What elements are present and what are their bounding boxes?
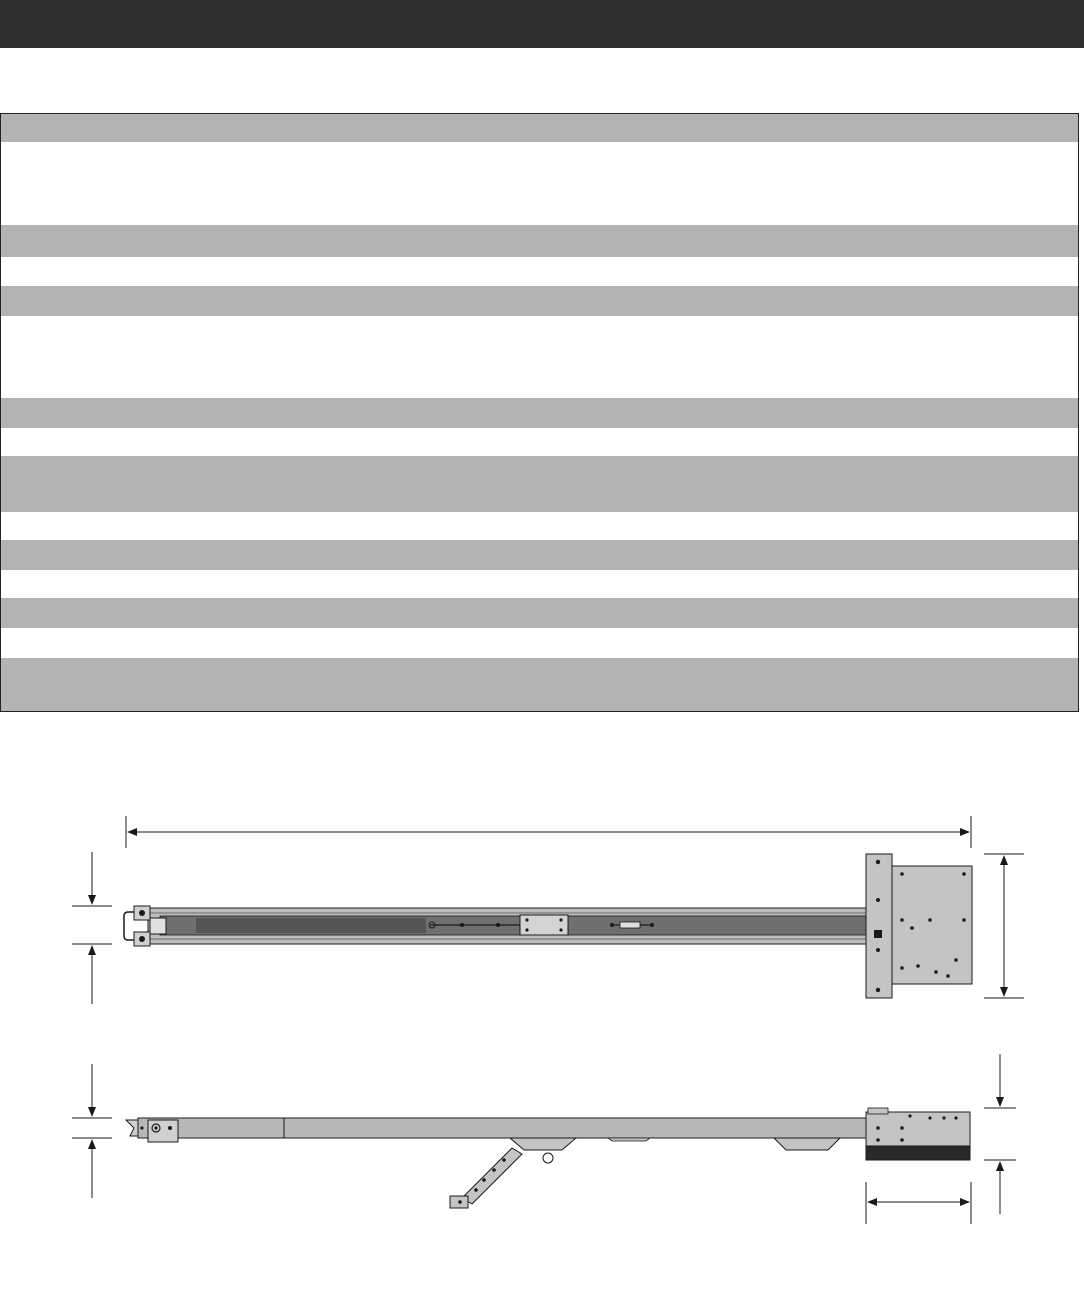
side-view [72, 1054, 1016, 1224]
motor-head-cover [866, 1146, 970, 1160]
spec-row-band [1, 456, 1078, 512]
spec-table [0, 113, 1079, 712]
top-view [72, 816, 1024, 1004]
door-arm [462, 1148, 522, 1204]
spec-row-band [1, 225, 1078, 257]
motor-head-side [866, 1112, 970, 1146]
spec-row-band [1, 114, 1078, 142]
spec-row-band [1, 658, 1078, 711]
trolley [520, 915, 568, 935]
spec-row-band [1, 398, 1078, 428]
motor-head-body [892, 866, 972, 984]
spec-row-band [1, 540, 1078, 570]
rail-bracket [774, 1138, 840, 1150]
spec-row-band [1, 598, 1078, 628]
trolley-hanger [510, 1138, 576, 1150]
opener-dimension-drawing [0, 790, 1084, 1230]
header-bar [0, 0, 1084, 48]
spec-row-band [1, 286, 1078, 316]
motor-head-plate [866, 854, 892, 998]
rail-side [138, 1118, 868, 1138]
